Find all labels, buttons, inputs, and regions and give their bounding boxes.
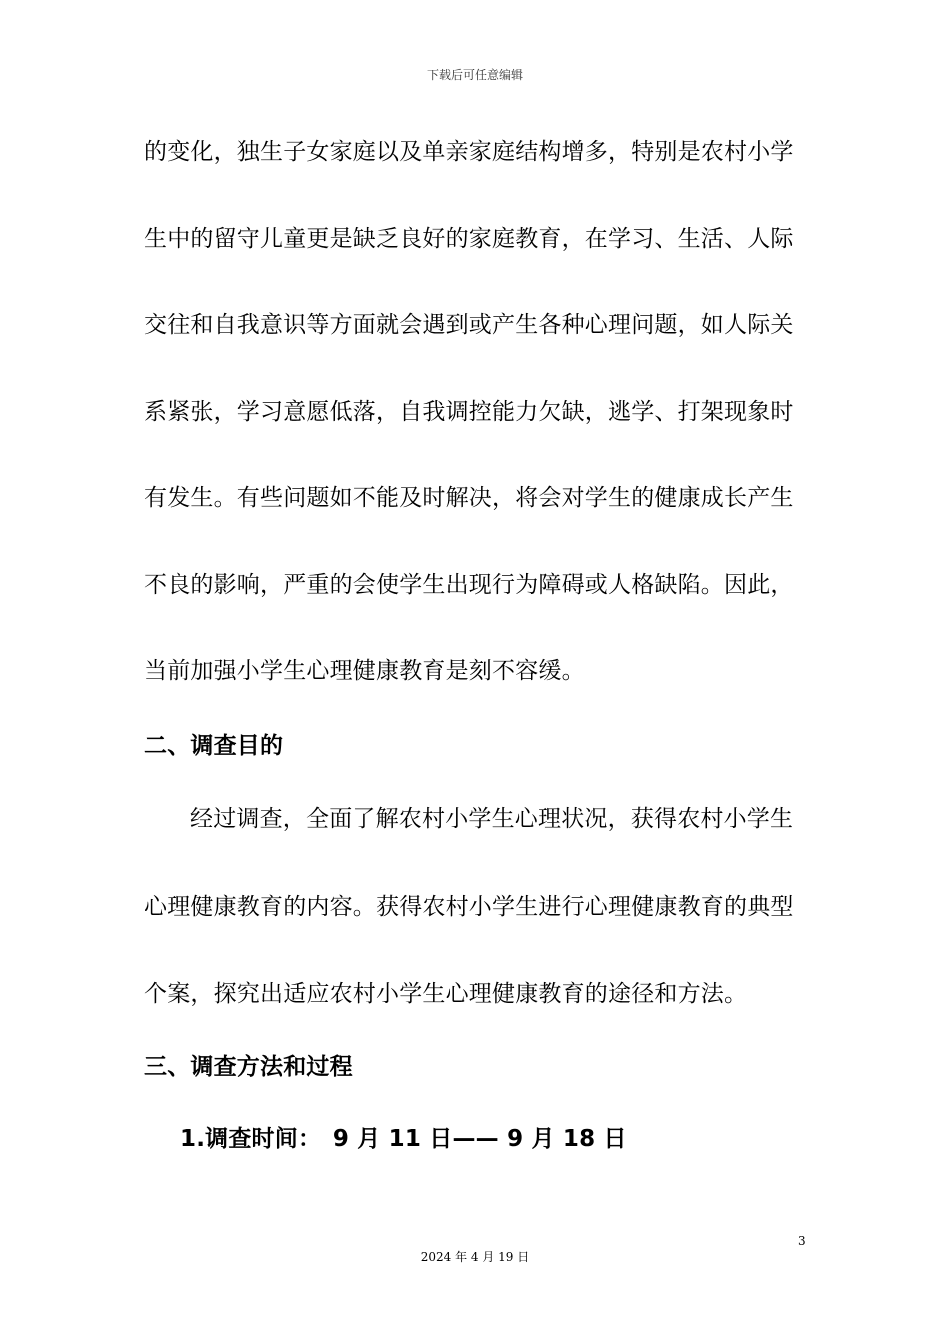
- survey-time-item: 1.调查时间： 9 月 11 日—— 9 月 18 日: [180, 1126, 627, 1152]
- page-number: 3: [798, 1234, 806, 1248]
- body-line: 系紧张，学习意愿低落，自我调控能力欠缺，逃学、打架现象时: [144, 399, 794, 425]
- body-line: 的变化，独生子女家庭以及单亲家庭结构增多，特别是农村小学: [144, 139, 794, 165]
- body-line: 有发生。有些问题如不能及时解决，将会对学生的健康成长产生: [144, 485, 794, 511]
- footer-date: 2024 年 4 月 19 日: [420, 1250, 530, 1264]
- body-line: 不良的影响，严重的会使学生出现行为障碍或人格缺陷。因此，: [144, 572, 794, 598]
- body-line: 心理健康教育的内容。获得农村小学生进行心理健康教育的典型: [144, 894, 794, 920]
- body-line: 交往和自我意识等方面就会遇到或产生各种心理问题，如人际关: [144, 312, 794, 338]
- body-line: 当前加强小学生心理健康教育是刻不容缓。: [144, 658, 585, 684]
- section-heading-purpose: 二、调查目的: [144, 733, 284, 759]
- section-heading-method: 三、调查方法和过程: [144, 1054, 353, 1080]
- body-line: 经过调查，全面了解农村小学生心理状况，获得农村小学生: [190, 806, 794, 832]
- body-line: 生中的留守儿童更是缺乏良好的家庭教育，在学习、生活、人际: [144, 226, 794, 252]
- header-note: 下载后可任意编辑: [426, 68, 523, 82]
- body-line: 个案，探究出适应农村小学生心理健康教育的途径和方法。: [144, 981, 748, 1007]
